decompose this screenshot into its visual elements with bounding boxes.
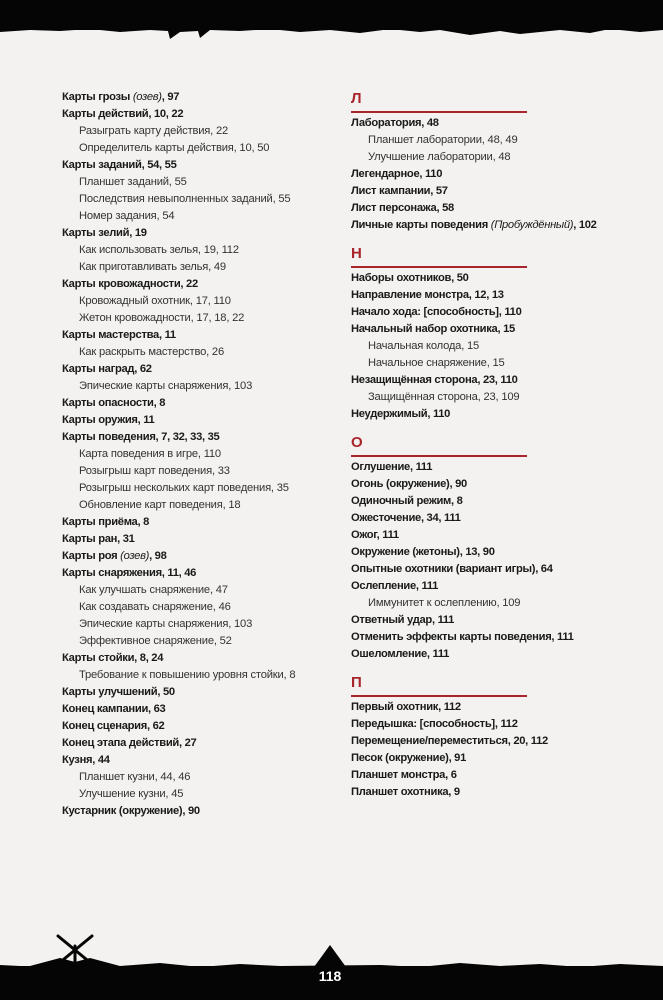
index-entry [62,803,332,820]
index-entry-text: Лист персонажа, 58 [351,202,454,214]
index-subentry: Как раскрыть мастерство, 26 [79,346,224,358]
index-entry-text: Ответный удар, 111 [351,614,455,626]
index-subentry: Иммунитет к ослеплению, 109 [368,597,521,609]
index-subentry: Жетон кровожадности, 17, 18, 22 [79,312,245,324]
index-entry [351,561,631,578]
index-subentry: Розыгрыш нескольких карт поведения, 35 [79,482,289,494]
index-entry [351,733,631,750]
index-entry-text: Карты ран, 31 [62,533,135,545]
index-entry [62,548,332,565]
index-entry-text: Ослепление, 111 [351,580,439,592]
index-subentry: Улучшение лаборатории, 48 [368,151,511,163]
index-entry-text: , 97 [161,91,180,103]
index-entry [62,327,332,344]
index-entry [351,716,631,733]
section-gap [351,423,631,433]
index-entry [351,784,631,801]
index-subentry: Эффективное снаряжение, 52 [79,635,232,647]
index-entry-text: Неудержимый, 110 [351,408,451,420]
letter-heading-text: Л [351,90,362,107]
letter-heading [351,433,631,459]
index-entry-text: Карты наград, 62 [62,363,152,375]
index-entry-text: Карты зелий, 19 [62,227,147,239]
letter-heading-rule [351,695,527,697]
index-entry [351,372,631,389]
top-border-torn-edge [0,26,663,40]
index-entry [351,767,631,784]
index-entry [62,157,332,174]
letter-heading [351,244,631,270]
letter-heading [351,89,631,115]
index-entry-text: Окружение (жетоны), 13, 90 [351,546,495,558]
letter-heading-rule [351,266,527,268]
index-entry-text: Конец кампании, 63 [62,703,166,715]
letter-heading-text: П [351,674,362,691]
index-entry-text: Личные карты поведения [351,219,491,231]
index-entry [351,270,631,287]
index-entry [351,459,631,476]
index-entry-text: Карты роя [62,550,121,562]
index-entry [351,304,631,321]
index-subentry: Розыгрыш карт поведения, 33 [79,465,230,477]
index-entry [351,612,631,629]
index-subentry: Требование к повышению уровня стойки, 8 [79,669,296,681]
index-subentry: Улучшение кузни, 45 [79,788,184,800]
index-entry-text: Первый охотник, 112 [351,701,461,713]
index-entry-text: Легендарное, 110 [351,168,443,180]
index-entry-text: Карты снаряжения, 11, 46 [62,567,197,579]
index-entry-text: Лаборатория, 48 [351,117,439,129]
index-entry [351,217,631,234]
index-entry-text: Карты мастерства, 11 [62,329,176,341]
index-subentry: Определитель карты действия, 10, 50 [79,142,270,154]
index-entry [62,361,332,378]
crossed-weapons-logo [30,928,120,968]
index-subentry: Планшет кузни, 44, 46 [79,771,191,783]
index-subentry: Планшет заданий, 55 [79,176,187,188]
index-entry [62,565,332,582]
index-entry-text: Ожесточение, 34, 111 [351,512,461,524]
index-entry [62,276,332,293]
index-entry-note: (озев) [132,91,162,103]
index-entry-text: Начальный набор охотника, 15 [351,323,515,335]
index-subentry: Планшет лаборатории, 48, 49 [368,134,518,146]
index-entry-text: Перемещение/переместиться, 20, 112 [351,735,548,747]
index-entry-text: Планшет монстра, 6 [351,769,457,781]
index-entry-note: (озев) [120,550,150,562]
index-entry-text: Карты стойки, 8, 24 [62,652,164,664]
index-entry-text: Лист кампании, 57 [351,185,448,197]
index-entry [351,750,631,767]
index-subentry: Карта поведения в игре, 110 [79,448,221,460]
index-entry-text: Карты улучшений, 50 [62,686,175,698]
index-column-left [62,89,332,820]
index-entry-text: Направление монстра, 12, 13 [351,289,504,301]
index-entry [351,166,631,183]
index-entry-text: Одиночный режим, 8 [351,495,463,507]
index-entry-text: Кустарник (окружение), 90 [62,805,200,817]
index-entry [351,629,631,646]
index-entry-text: Передышка: [способность], 112 [351,718,518,730]
index-entry-text: Опытные охотники (вариант игры), 64 [351,563,553,575]
index-entry-text: Карты грозы [62,91,133,103]
index-entry [351,200,631,217]
index-entry [62,412,332,429]
index-entry [62,752,332,769]
index-column-right [351,89,631,801]
index-subentry: Эпические карты снаряжения, 103 [79,618,253,630]
index-entry [62,684,332,701]
index-entry [351,406,631,423]
index-entry-text: Ошеломление, 111 [351,648,450,660]
section-gap [351,234,631,244]
index-entry-text: , 102 [573,219,597,231]
index-entry [351,527,631,544]
section-gap [351,663,631,673]
index-entry [351,115,631,132]
index-entry [351,183,631,200]
index-subentry: Обновление карт поведения, 18 [79,499,241,511]
index-subentry: Как использовать зелья, 19, 112 [79,244,239,256]
index-entry [351,476,631,493]
index-entry [351,493,631,510]
index-subentry: Начальное снаряжение, 15 [368,357,505,369]
index-entry [62,89,332,106]
index-subentry: Как приготавливать зелья, 49 [79,261,226,273]
letter-heading-text: О [351,434,363,451]
index-subentry: Кровожадный охотник, 17, 110 [79,295,231,307]
index-entry [62,395,332,412]
index-entry [351,578,631,595]
index-entry [351,510,631,527]
index-entry [351,699,631,716]
index-subentry: Как создавать снаряжение, 46 [79,601,231,613]
index-entry-text: Конец сценария, 62 [62,720,165,732]
index-entry-note: (Пробуждённый) [490,219,574,231]
index-entry [62,650,332,667]
index-entry [62,531,332,548]
index-entry [351,646,631,663]
index-entry-text: Карты приёма, 8 [62,516,149,528]
index-entry [351,287,631,304]
index-entry-text: Кузня, 44 [62,754,110,766]
index-subentry: Последствия невыполненных заданий, 55 [79,193,291,205]
index-entry-text: Незащищённая сторона, 23, 110 [351,374,518,386]
index-entry-text: Песок (окружение), 91 [351,752,467,764]
index-subentry: Эпические карты снаряжения, 103 [79,380,253,392]
index-subentry: Как улучшать снаряжение, 47 [79,584,228,596]
index-entry-text: Начало хода: [способность], 110 [351,306,522,318]
index-subentry: Разыграть карту действия, 22 [79,125,229,137]
index-entry [62,701,332,718]
index-entry [62,106,332,123]
index-entry [62,225,332,242]
letter-heading-text: Н [351,245,362,262]
index-entry-text: , 98 [149,550,167,562]
index-subentry: Защищённая сторона, 23, 109 [368,391,520,403]
letter-heading-rule [351,111,527,113]
index-entry [62,718,332,735]
index-entry-text: Отменить эффекты карты поведения, 111 [351,631,574,643]
index-entry [62,514,332,531]
index-entry-text: Карты заданий, 54, 55 [62,159,177,171]
index-entry-text: Оглушение, 111 [351,461,433,473]
index-entry-text: Карты кровожадности, 22 [62,278,198,290]
index-subentry: Номер задания, 54 [79,210,175,222]
index-entry-text: Планшет охотника, 9 [351,786,460,798]
index-entry [351,544,631,561]
index-entry [62,429,332,446]
index-entry-text: Карты оружия, 11 [62,414,155,426]
index-entry [351,321,631,338]
index-entry-text: Карты опасности, 8 [62,397,166,409]
index-entry [62,735,332,752]
index-entry-text: Карты поведения, 7, 32, 33, 35 [62,431,220,443]
index-subentry: Начальная колода, 15 [368,340,480,352]
page-number: 118 [318,968,342,984]
index-entry-text: Наборы охотников, 50 [351,272,469,284]
letter-heading [351,673,631,699]
index-entry-text: Конец этапа действий, 27 [62,737,197,749]
index-entry-text: Ожог, 111 [351,529,399,541]
letter-heading-rule [351,455,527,457]
index-entry-text: Карты действий, 10, 22 [62,108,184,120]
index-entry-text: Огонь (окружение), 90 [351,478,467,490]
